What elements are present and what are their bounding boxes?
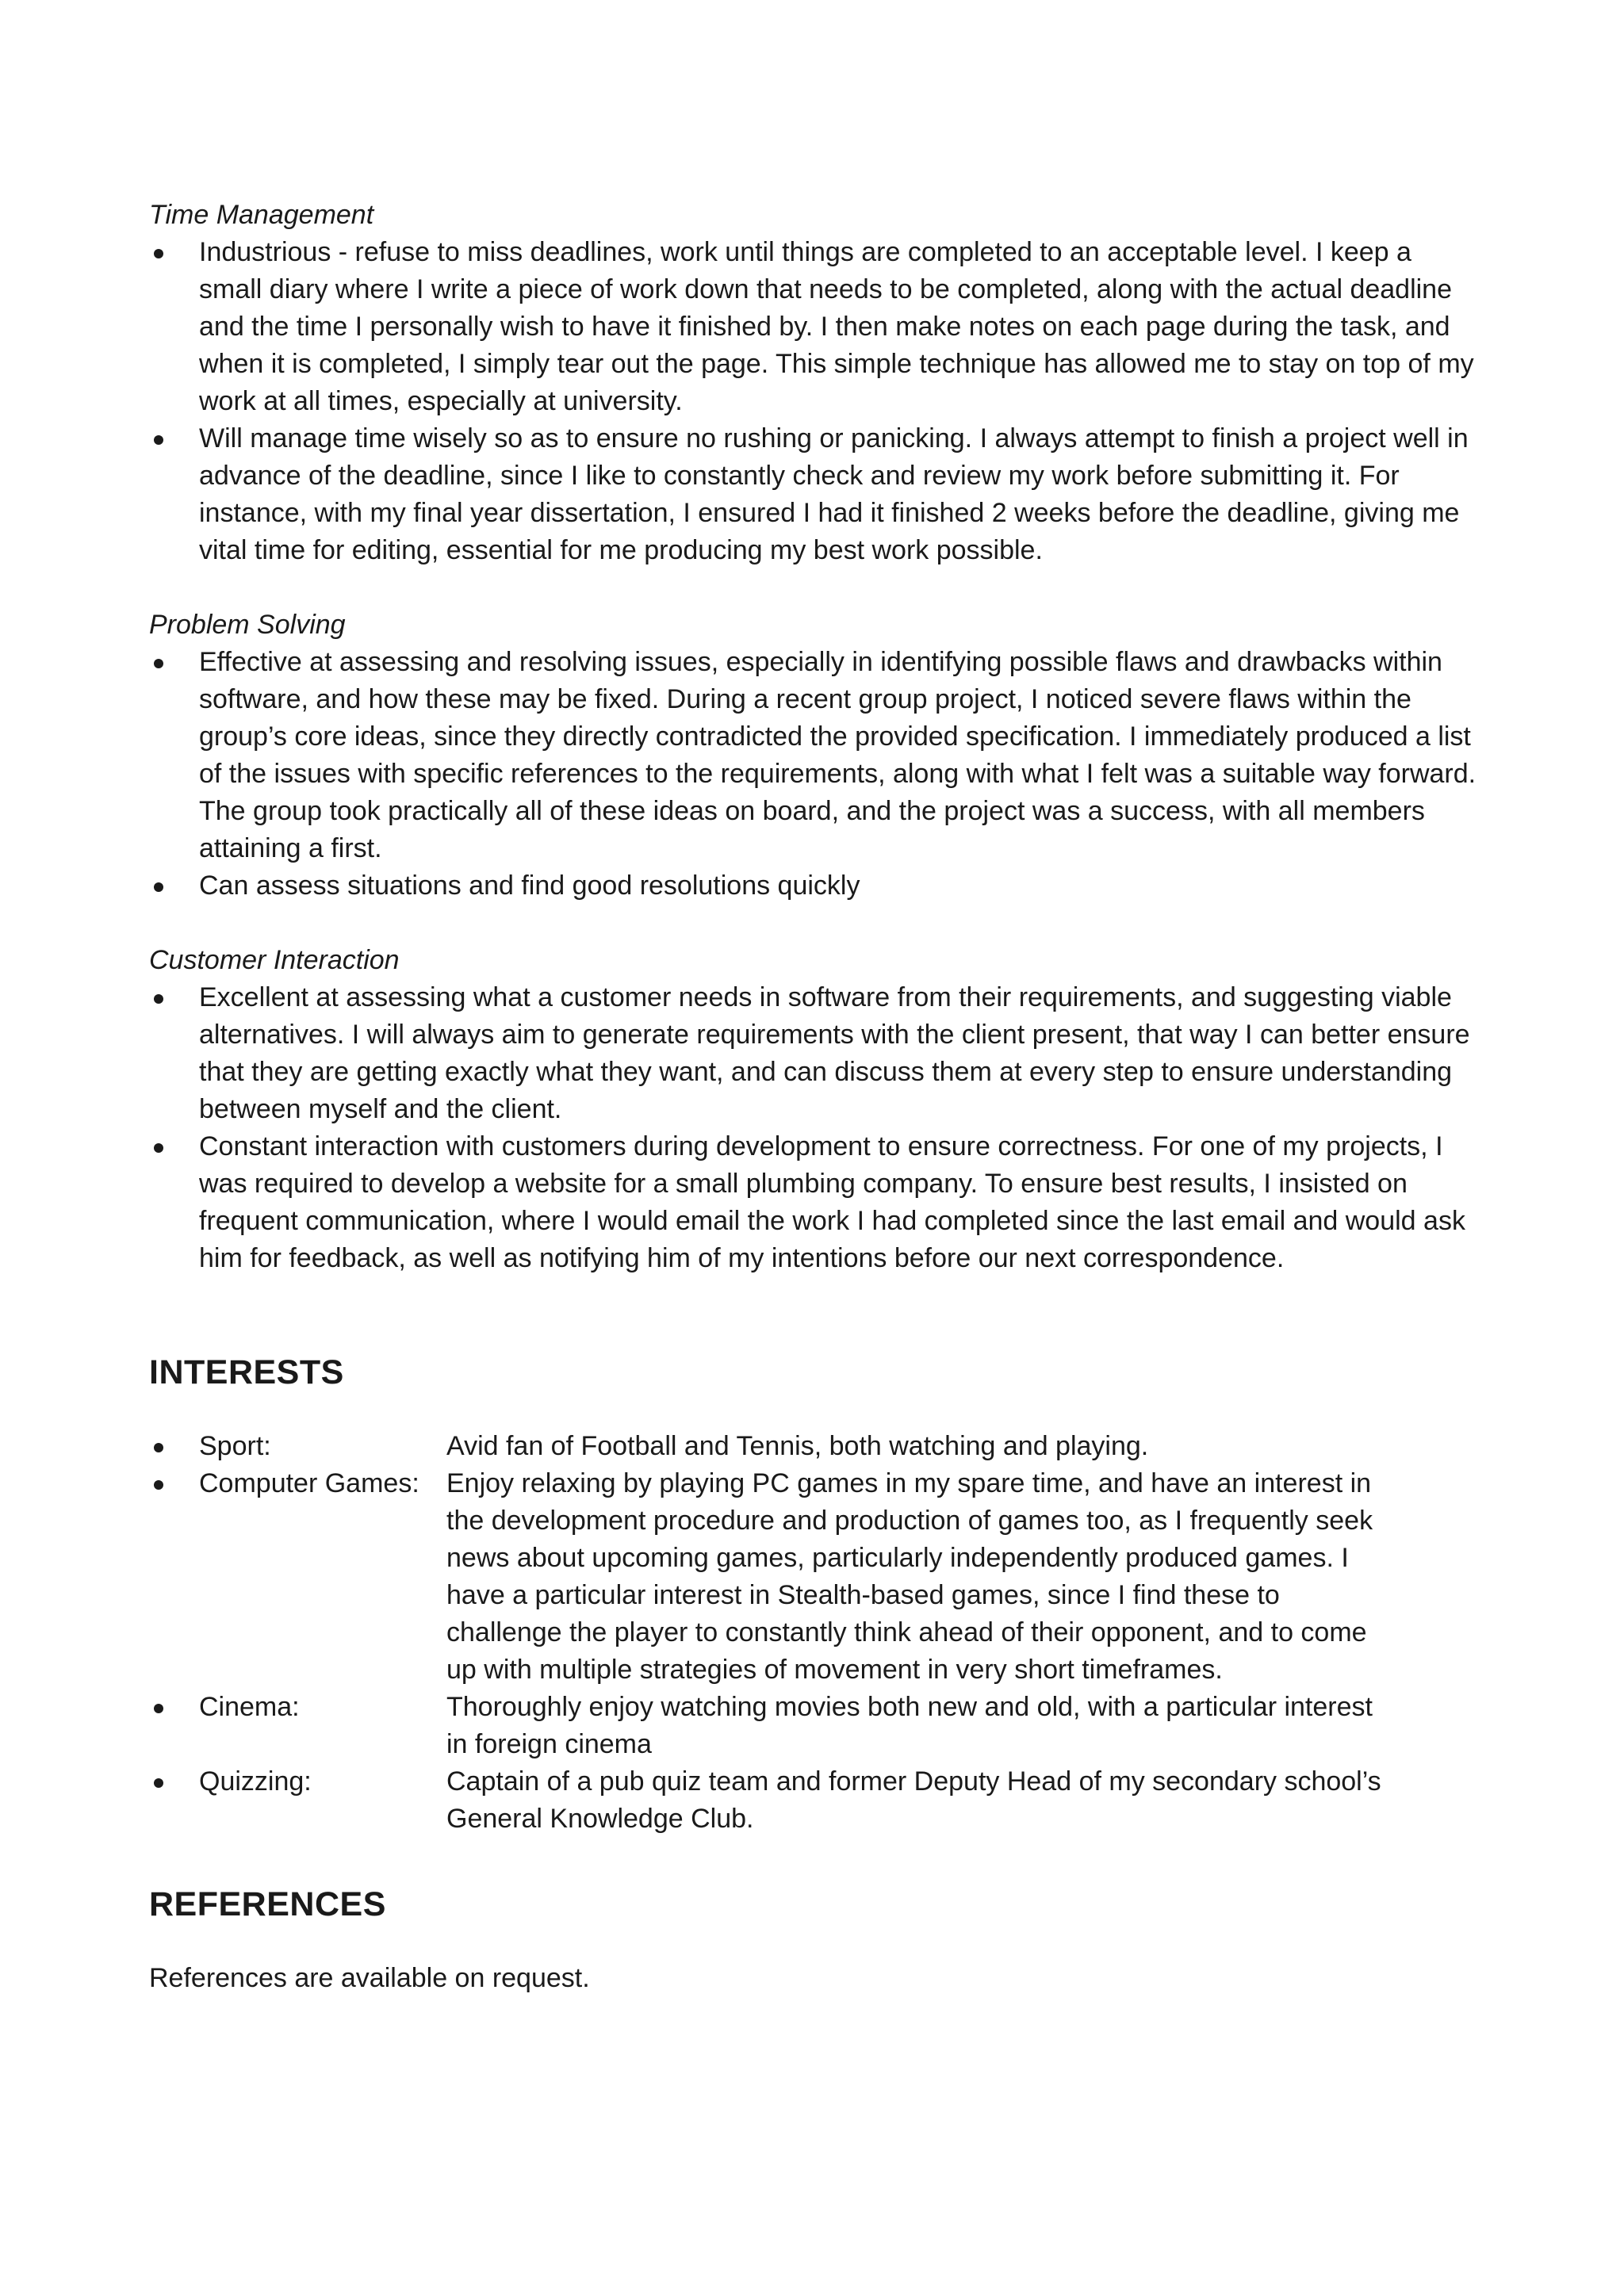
interests-title: INTERESTS: [149, 1353, 344, 1391]
interest-desc: Captain of a pub quiz team and former Deputy Head of my secondary school’s General Knowledge Club.: [446, 1766, 1381, 1834]
interest-row-quizzing: [149, 1763, 1497, 1838]
interest-desc: Enjoy relaxing by playing PC games in my spare time, and have an interest in the development procedure and production of games too, as I frequently seek news about upcoming games, particularly independently produced games. I have a particular interest in Stealth-based games, since I find these to challenge the player to constantly think ahead of their opponent, and to come up with multiple strategies of movement in very short timeframes.: [446, 1468, 1373, 1685]
time-management-list: [149, 234, 1497, 569]
interest-label: Cinema:: [199, 1692, 300, 1722]
list-item: Industrious - refuse to miss deadlines, work until things are completed to an acceptable level. I keep a small diary where I write a piece of work down that needs to be completed, along with the actual deadline and the time I personally wish to have it finished by. I then make notes on each page during the task, and when it is completed, I simply tear out the page. This simple technique has allowed me to stay on top of my work at all times, especially at university.: [149, 234, 1481, 420]
bullet-icon: [154, 1704, 163, 1713]
interests-list: [149, 1428, 1497, 1838]
list-item: Effective at assessing and resolving issues, especially in identifying possible flaws and drawbacks within software, and how these may be fixed. During a recent group project, I noticed severe flaws within the group’s core ideas, since they directly contradicted the provided specification. I immediately produced a list of the issues with specific references to the requirements, along with what I felt was a suitable way forward. The group took practically all of these ideas on board, and the project was a success, with all members attaining a first.: [149, 644, 1481, 867]
interest-label: Sport:: [199, 1431, 271, 1461]
interest-desc: Thoroughly enjoy watching movies both new and old, with a particular interest in foreign cinema: [446, 1692, 1373, 1759]
problem-solving-heading: Problem Solving: [149, 610, 346, 640]
interest-row-computer-games: [149, 1465, 1497, 1689]
time-management-heading: Time Management: [149, 200, 374, 230]
list-item: Excellent at assessing what a customer needs in software from their requirements, and suggesting viable alternatives. I will always aim to generate requirements with the client present, that way I can better ensure that they are getting exactly what they want, and can discuss them at every step to ensure understanding between myself and the client.: [149, 979, 1481, 1128]
bullet-icon: [154, 1480, 163, 1490]
interest-desc: Avid fan of Football and Tennis, both watching and playing.: [446, 1431, 1149, 1461]
interest-label: Quizzing:: [199, 1766, 312, 1797]
bullet-icon: [154, 1778, 163, 1788]
customer-interaction-heading: Customer Interaction: [149, 945, 400, 975]
list-item: Can assess situations and find good resolutions quickly: [149, 867, 1481, 905]
list-item: Constant interaction with customers during development to ensure correctness. For one of my projects, I was required to develop a website for a small plumbing company. To ensure best results, I insisted on frequent communication, where I would email the work I had completed since the last email and would ask him for feedback, as well as notifying him of my intentions before our next correspondence.: [149, 1128, 1481, 1277]
interest-row-sport: [149, 1428, 1497, 1465]
bullet-icon: [154, 1443, 163, 1452]
problem-solving-list: [149, 644, 1497, 905]
interest-label: Computer Games:: [199, 1468, 419, 1498]
list-item: Will manage time wisely so as to ensure no rushing or panicking. I always attempt to finish a project well in advance of the deadline, since I like to constantly check and review my work before submitting it. For instance, with my final year dissertation, I ensured I had it finished 2 weeks before the deadline, giving me vital time for editing, essential for me producing my best work possible.: [149, 420, 1481, 569]
customer-interaction-list: [149, 979, 1497, 1277]
references-text: References are available on request.: [149, 1963, 590, 1993]
interest-row-cinema: [149, 1689, 1497, 1763]
references-title: REFERENCES: [149, 1885, 386, 1923]
